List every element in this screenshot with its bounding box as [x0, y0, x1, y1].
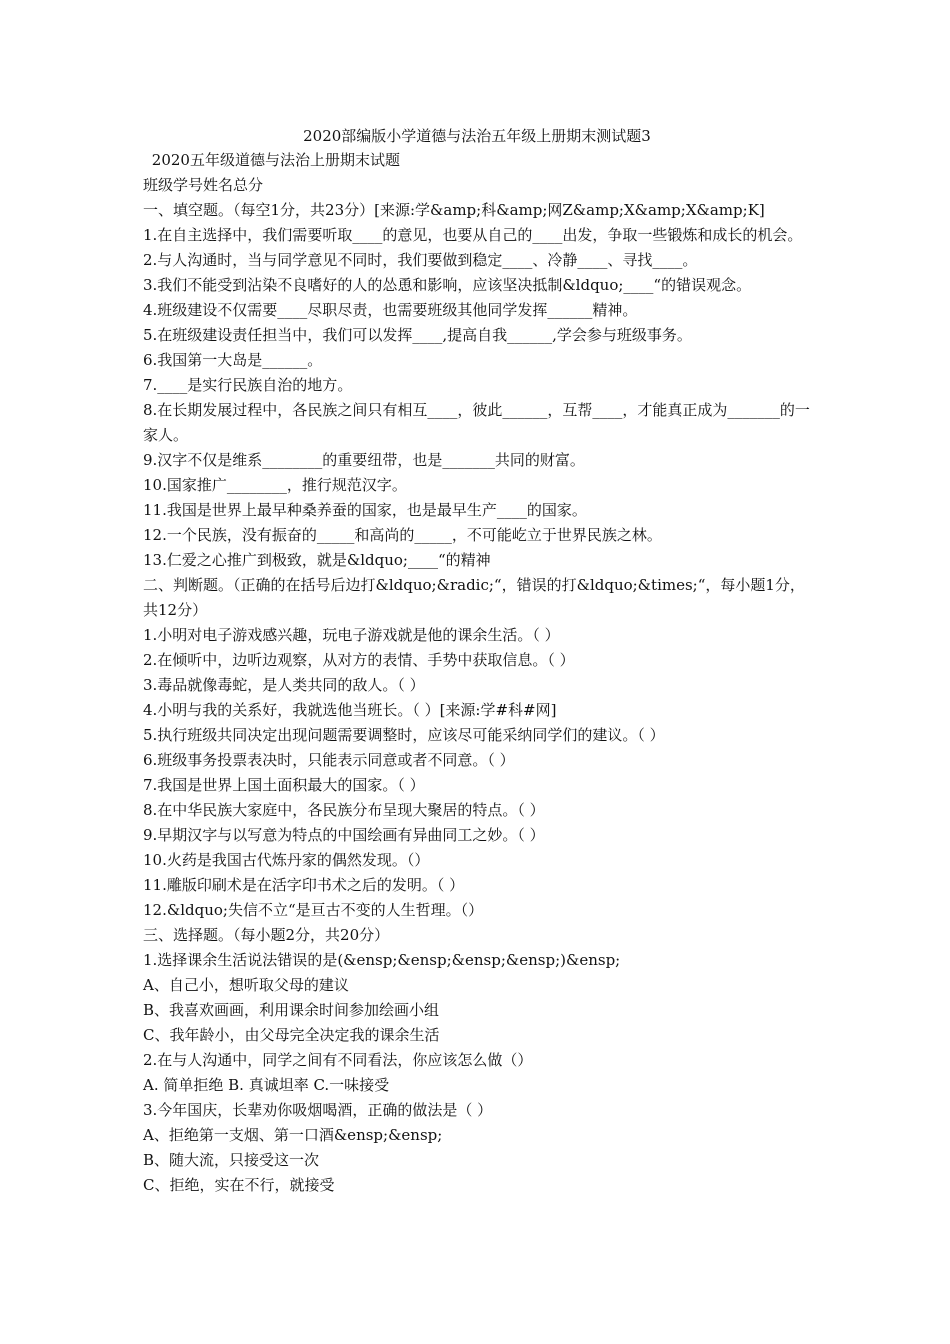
text-line: 7.我国是世界上国土面积最大的国家。（ ）: [143, 776, 425, 794]
text-line: 11.我国是世界上最早种桑养蚕的国家，也是最早生产____的国家。: [143, 501, 587, 519]
text-line: 10.国家推广________，推行规范汉字。: [143, 476, 407, 494]
text-line: 5.在班级建设责任担当中，我们可以发挥____,提高自我______,学会参与班级事务。: [143, 326, 692, 344]
text-line: 11.雕版印刷术是在活字印书术之后的发明。（ ）: [143, 876, 465, 894]
text-line: 2.在与人沟通中，同学之间有不同看法，你应该怎么做（）: [143, 1051, 533, 1069]
text-line: 4.班级建设不仅需要____尽职尽责，也需要班级其他同学发挥______精神。: [143, 301, 638, 319]
text-line: 一、填空题。（每空1分，共23分）[来源:学&amp;科&amp;网Z&amp;X&amp;X&amp;K]: [143, 201, 765, 219]
text-line: B、随大流，只接受这一次: [143, 1151, 320, 1169]
text-line: 三、选择题。（每小题2分，共20分）: [143, 926, 390, 944]
document-subtitle: 2020五年级道德与法治上册期末试题: [147, 151, 400, 169]
text-line: 1.小明对电子游戏感兴趣，玩电子游戏就是他的课余生活。（ ）: [143, 626, 560, 644]
text-line: 7.____是实行民族自治的地方。: [143, 376, 353, 394]
text-line: 9.汉字不仅是维系________的重要纽带，也是_______共同的财富。: [143, 451, 585, 469]
text-line: A、拒绝第一支烟、第一口酒&ensp;&ensp;: [143, 1126, 443, 1144]
document-body: [143, 148, 811, 1198]
text-line: 8.在长期发展过程中，各民族之间只有相互____，彼此______，互帮____，才能真正成为_______的一家人。: [143, 401, 810, 444]
text-line: 班级学号姓名总分: [143, 176, 264, 194]
text-line: 13.仁爱之心推广到极致，就是&ldquo;____“的精神: [143, 551, 491, 569]
document-title: 2020部编版小学道德与法治五年级上册期末测试题3: [303, 127, 651, 145]
text-line: 6.我国第一大岛是______。: [143, 351, 323, 369]
text-line: 3.今年国庆，长辈劝你吸烟喝酒，正确的做法是（ ）: [143, 1101, 493, 1119]
text-line: 12.&ldquo;失信不立“是亘古不变的人生哲理。（）: [143, 901, 484, 919]
text-line: A. 简单拒绝 B. 真诚坦率 C.一味接受: [143, 1076, 390, 1094]
text-line: 二、判断题。（正确的在括号后边打&ldquo;&radic;“，错误的打&ldquo;&times;“，每小题1分，共12分）: [143, 576, 805, 619]
text-line: 3.毒品就像毒蛇，是人类共同的敌人。（ ）: [143, 676, 425, 694]
text-line: A、自己小，想听取父母的建议: [143, 976, 349, 994]
document-page: [143, 124, 811, 1198]
text-line: 8.在中华民族大家庭中，各民族分布呈现大聚居的特点。（ ）: [143, 801, 545, 819]
text-line: C、我年龄小，由父母完全决定我的课余生活: [143, 1026, 440, 1044]
text-line: 9.早期汉字与以写意为特点的中国绘画有异曲同工之妙。（ ）: [143, 826, 545, 844]
text-line: 3.我们不能受到沾染不良嗜好的人的怂恿和影响，应该坚决抵制&ldquo;____“的错误观念。: [143, 276, 752, 294]
text-line: 5.执行班级共同决定出现问题需要调整时，应该尽可能采纳同学们的建议。（ ）: [143, 726, 665, 744]
text-line: C、拒绝，实在不行，就接受: [143, 1176, 335, 1194]
text-line: 12.一个民族，没有振奋的_____和高尚的_____，不可能屹立于世界民族之林。: [143, 526, 662, 544]
text-line: B、我喜欢画画，利用课余时间参加绘画小组: [143, 1001, 440, 1019]
text-line: 1.在自主选择中，我们需要听取____的意见，也要从自己的____出发，争取一些锻炼和成长的机会。: [143, 226, 803, 244]
text-line: 4.小明与我的关系好，我就选他当班长。（ ）[来源:学#科#网]: [143, 701, 557, 719]
text-line: 2.在倾听中，边听边观察，从对方的表情、手势中获取信息。（ ）: [143, 651, 575, 669]
text-line: 1.选择课余生活说法错误的是(&ensp;&ensp;&ensp;&ensp;)&ensp;: [143, 951, 621, 969]
text-line: 10.火药是我国古代炼丹家的偶然发现。（）: [143, 851, 430, 869]
text-line: 2.与人沟通时，当与同学意见不同时，我们要做到稳定____、冷静____、寻找____。: [143, 251, 698, 269]
text-line: 6.班级事务投票表决时，只能表示同意或者不同意。（ ）: [143, 751, 515, 769]
